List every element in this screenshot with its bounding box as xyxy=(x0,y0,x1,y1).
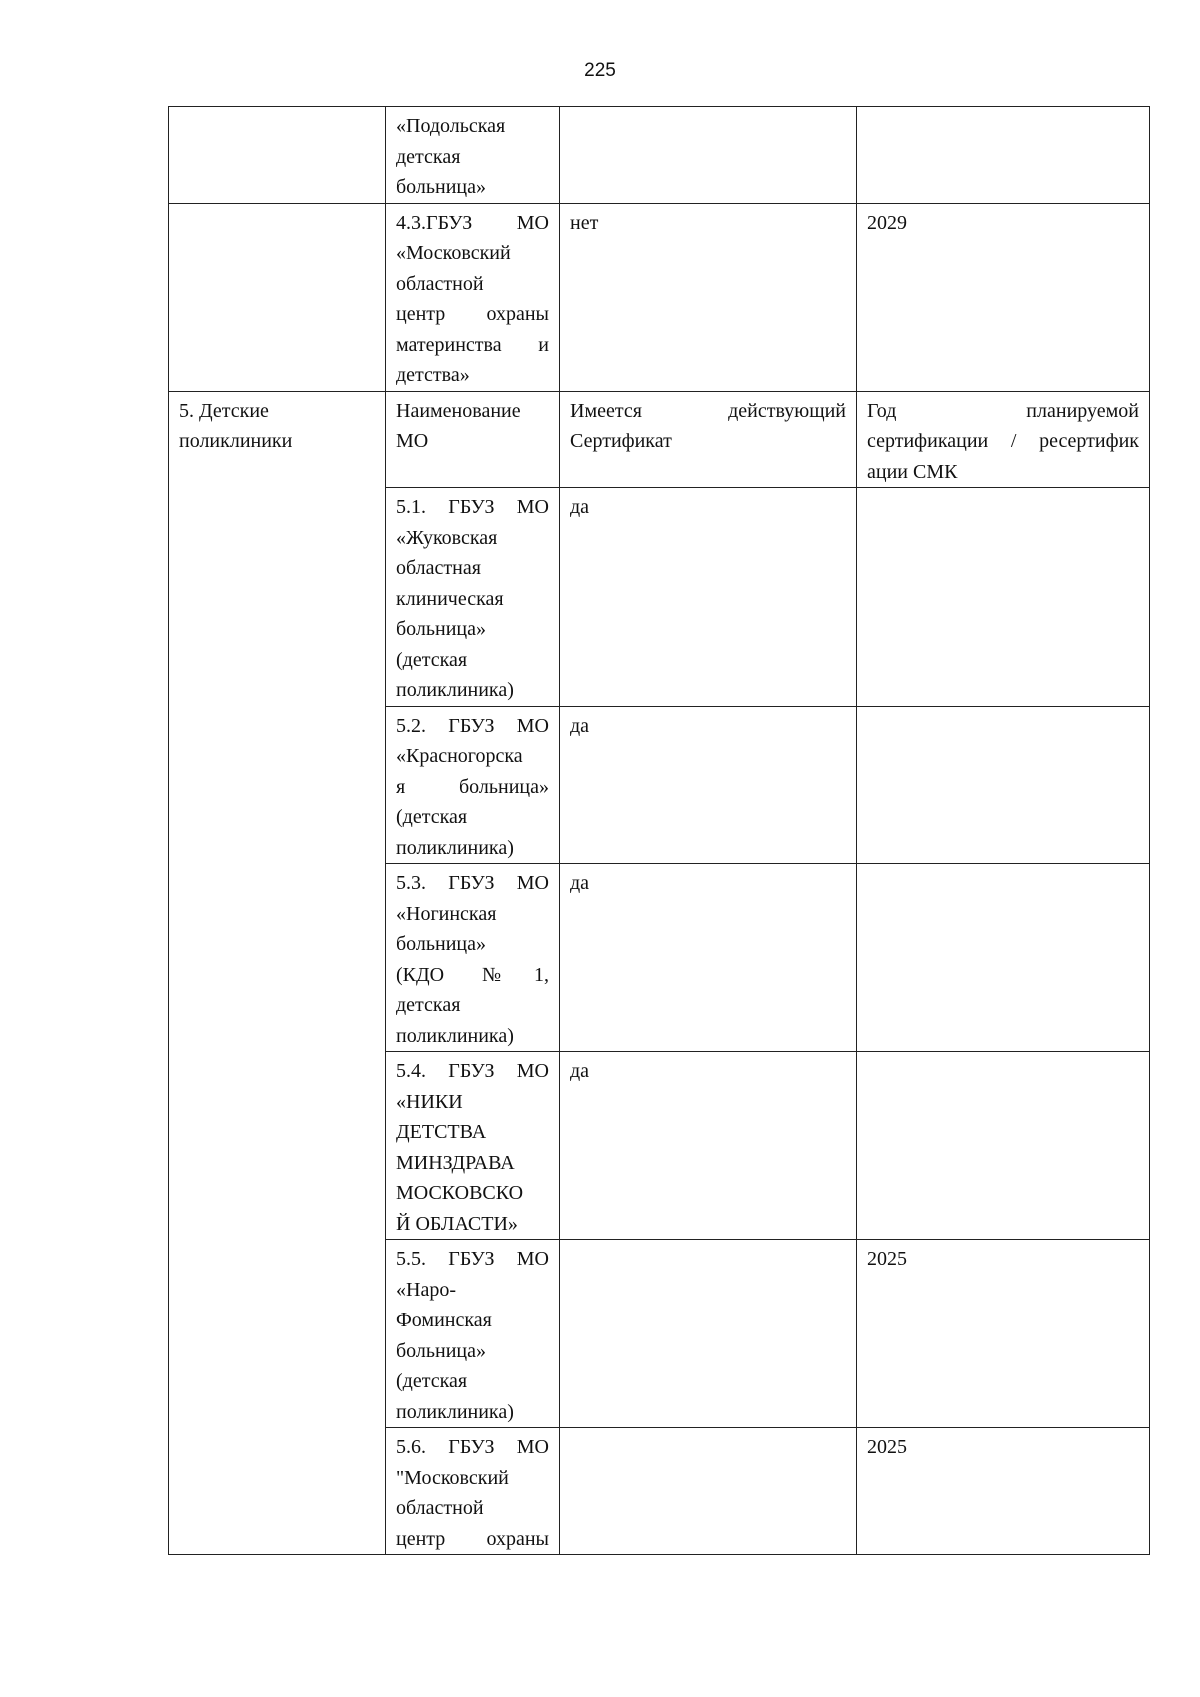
certificate-cell xyxy=(560,1240,857,1428)
mo-name-line: МОСКОВСКО xyxy=(396,1182,524,1204)
mo-name-line: детская xyxy=(396,145,461,168)
mo-name-cell xyxy=(386,1428,560,1555)
mo-name-line: (детская xyxy=(396,648,468,671)
mo-name-line: больница» xyxy=(396,933,486,955)
certificate-cell: да xyxy=(560,706,857,864)
section-cell-empty xyxy=(169,203,386,391)
mo-name-line: 5.1. ГБУЗ МО xyxy=(396,496,549,518)
mo-name-line: 5.6. ГБУЗ МО xyxy=(396,1436,549,1458)
mo-name-line: областная xyxy=(396,557,481,579)
mo-name-line: «Московский xyxy=(396,242,511,264)
mo-name-cell xyxy=(386,706,560,864)
mo-name-cell xyxy=(386,1240,560,1428)
header-certificate-line: Сертификат xyxy=(570,430,672,452)
certificate-cell xyxy=(560,1428,857,1555)
mo-name-cell xyxy=(386,864,560,1052)
mo-name-line: поликлиника) xyxy=(396,679,514,701)
page-number: 225 xyxy=(584,60,616,81)
mo-name-line: 4.3.ГБУЗ МО xyxy=(396,211,549,234)
table-row xyxy=(169,203,1150,391)
year-cell xyxy=(857,864,1150,1052)
mo-name-line: «Наро- xyxy=(396,1278,456,1301)
mo-name-line: Фоминская xyxy=(396,1309,492,1331)
year-cell xyxy=(857,1052,1150,1240)
mo-name-line: поликлиника) xyxy=(396,1400,514,1423)
mo-name-line: МИНЗДРАВА xyxy=(396,1151,515,1174)
mo-name-line: «Подольская xyxy=(396,115,506,137)
certificate-cell: да xyxy=(560,1052,857,1240)
certificate-cell: да xyxy=(560,864,857,1052)
mo-name-line: (детская xyxy=(396,1370,468,1392)
header-year-cell xyxy=(857,391,1150,488)
certificate-cell: да xyxy=(560,488,857,707)
mo-name-line: (детская xyxy=(396,806,468,828)
mo-name-line: 5.2. ГБУЗ МО xyxy=(396,714,549,737)
mo-name-cell xyxy=(386,203,560,391)
mo-name-line: центр охраны xyxy=(396,303,549,325)
header-name-line: Наименование xyxy=(396,399,521,422)
mo-name-line: центр охраны xyxy=(396,1527,549,1550)
mo-name-line: 5.5. ГБУЗ МО xyxy=(396,1248,549,1270)
mo-name-line: поликлиника) xyxy=(396,1024,514,1047)
mo-name-line: материнства и xyxy=(396,333,549,356)
certificate-cell: нет xyxy=(560,203,857,391)
mo-name-line: клиническая xyxy=(396,587,504,610)
certificate-cell xyxy=(560,107,857,204)
mo-name-line: 5.4. ГБУЗ МО xyxy=(396,1060,549,1082)
mo-name-cell xyxy=(386,488,560,707)
year-cell xyxy=(857,107,1150,204)
table-header-row xyxy=(169,391,1150,488)
header-certificate-cell xyxy=(560,391,857,488)
mo-name-line: больница» xyxy=(396,1339,486,1362)
header-certificate-line: Имеется действующий xyxy=(570,399,846,422)
mo-name-line: детства» xyxy=(396,364,470,386)
mo-name-line: Й ОБЛАСТИ» xyxy=(396,1212,518,1235)
mo-name-line: "Московский xyxy=(396,1466,509,1489)
header-year-line: ации СМК xyxy=(867,460,958,483)
mo-name-line: областной xyxy=(396,272,484,295)
mo-name-line: «Ногинская xyxy=(396,902,497,925)
header-name-cell xyxy=(386,391,560,488)
header-year-line: сертификации / ресертифик xyxy=(867,430,1139,452)
year-cell: 2025 xyxy=(857,1240,1150,1428)
year-cell xyxy=(857,706,1150,864)
table-row xyxy=(169,107,1150,204)
mo-name-line: «Жуковская xyxy=(396,526,498,549)
section-title-line: 5. Детские xyxy=(179,399,269,422)
header-year-line: Год планируемой xyxy=(867,399,1139,422)
section-cell-empty xyxy=(169,107,386,204)
mo-name-line: (КДО №1, xyxy=(396,963,549,986)
mo-name-line: я больница» xyxy=(396,775,549,798)
mo-name-line: больница» xyxy=(396,176,486,198)
mo-name-cell xyxy=(386,1052,560,1240)
mo-name-line: «НИКИ xyxy=(396,1090,463,1113)
section-title-line: поликлиники xyxy=(179,430,293,452)
mo-name-line: областной xyxy=(396,1497,484,1519)
mo-name-line: ДЕТСТВА xyxy=(396,1121,487,1143)
mo-name-line: детская xyxy=(396,994,461,1016)
mo-name-line: 5.3. ГБУЗ МО xyxy=(396,872,549,894)
section-title-cell xyxy=(169,391,386,1555)
mo-name-line: «Красногорска xyxy=(396,745,523,767)
year-cell xyxy=(857,488,1150,707)
mo-name-line: поликлиника) xyxy=(396,836,514,859)
header-name-line: МО xyxy=(396,430,429,452)
mo-name-cell xyxy=(386,107,560,204)
mo-name-line: больница» xyxy=(396,618,486,640)
year-cell: 2029 xyxy=(857,203,1150,391)
year-cell: 2025 xyxy=(857,1428,1150,1555)
document-table xyxy=(168,106,1150,1555)
